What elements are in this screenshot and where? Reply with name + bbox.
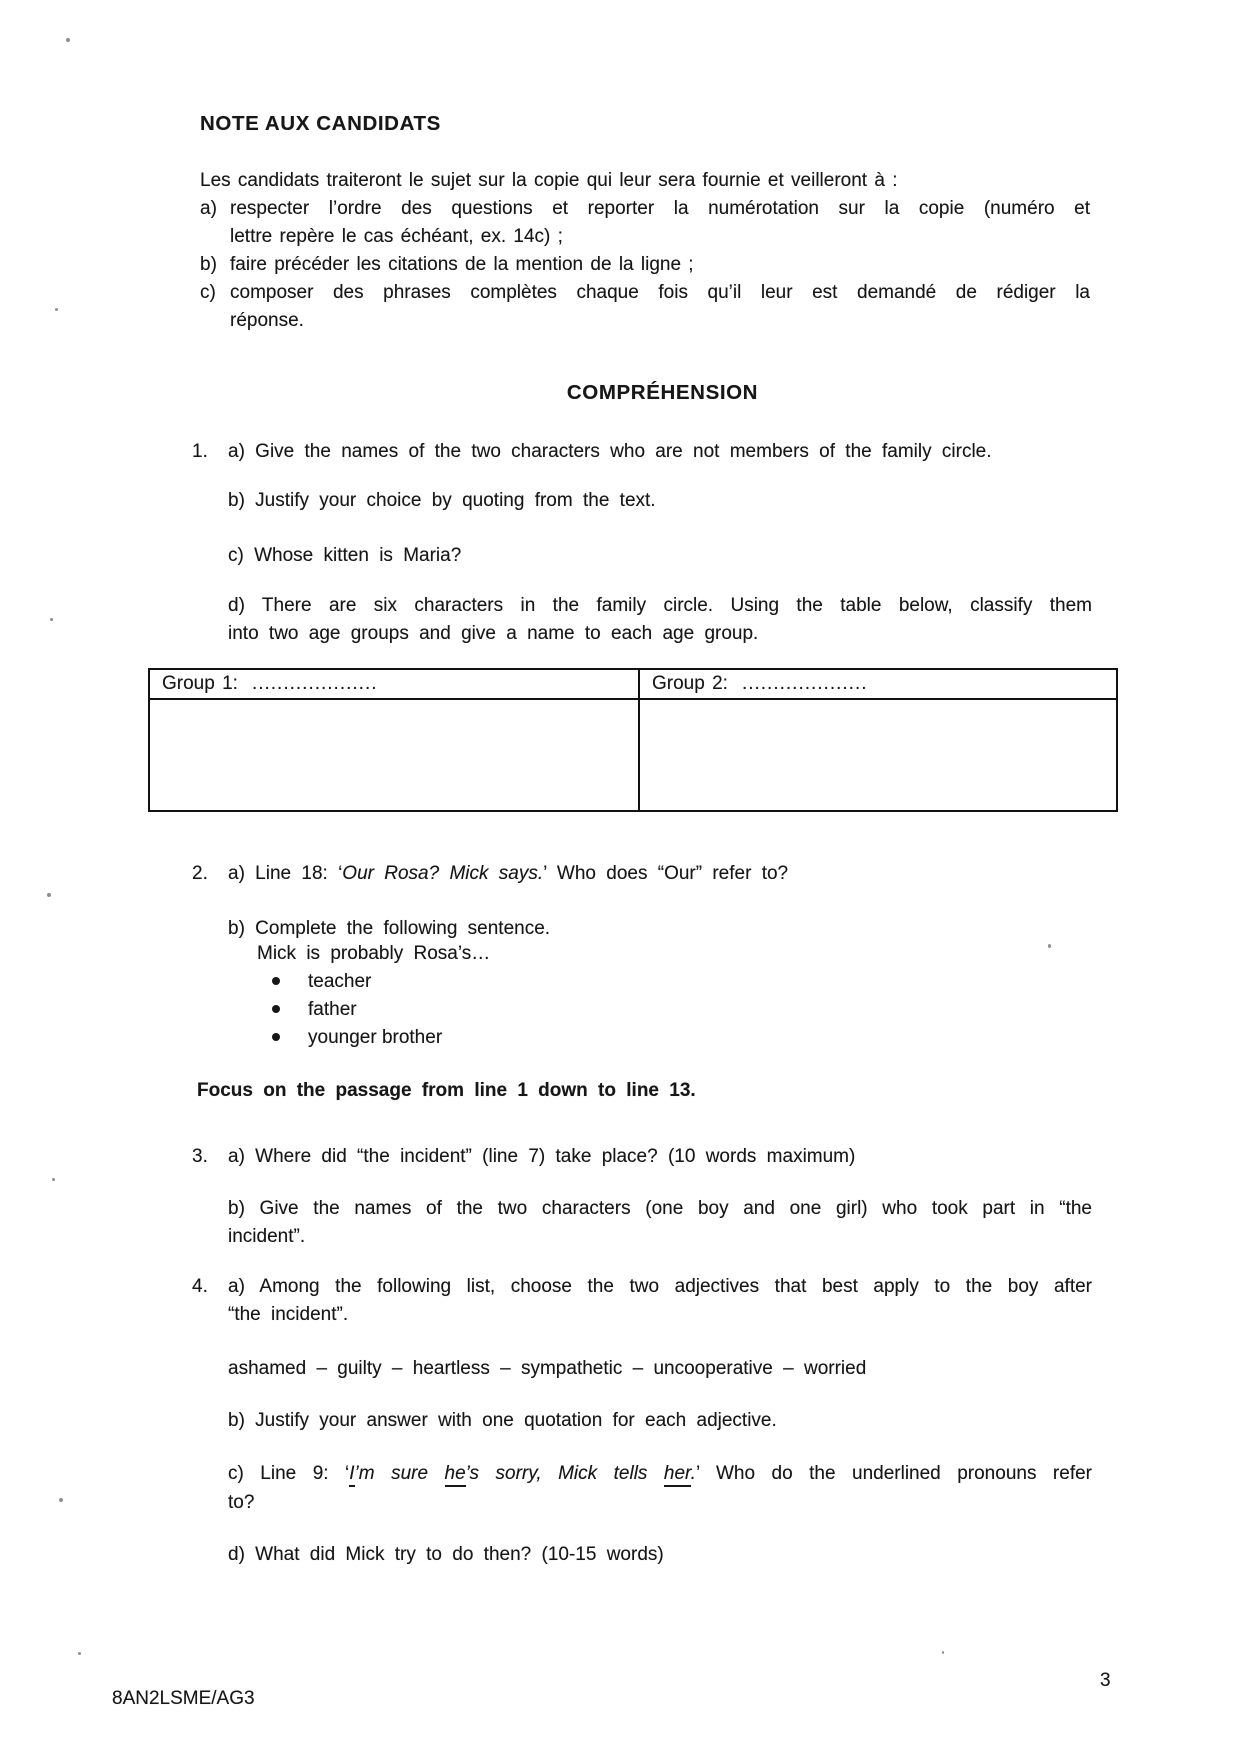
table-header-group1 (162, 673, 378, 695)
q4c-seg3: . (690, 1463, 696, 1484)
table-header-divider (150, 698, 1116, 700)
note-item-a-marker: a) (200, 198, 217, 219)
q2a-prefix: a) Line 18: ‘ (228, 863, 343, 884)
q3-number: 3. (192, 1146, 208, 1167)
q1b-text: b) Justify your choice by quoting from the text. (228, 490, 656, 511)
bullet-icon (272, 977, 280, 985)
q4c-seg2: ’s sorry, Mick tells (465, 1463, 664, 1484)
q4-number: 4. (192, 1276, 208, 1297)
age-group-table (148, 668, 1118, 812)
q3b-line1: b) Give the names of the two characters (one boy and one girl) who took part in “the (228, 1198, 1092, 1219)
q2a-suffix: ’ Who does “Our” refer to? (543, 863, 789, 884)
q1d-line2: into two age groups and give a name to each age group. (228, 623, 759, 644)
q2b-text: b) Complete the following sentence. (228, 918, 551, 939)
q4-adjective-list: ashamed – guilty – heartless – sympathetic – uncooperative – worried (228, 1358, 867, 1379)
focus-instruction: Focus on the passage from line 1 down to line 13. (197, 1080, 696, 1101)
q2a-quote: Our Rosa? Mick says. (342, 863, 544, 884)
note-item-b-line1: faire précéder les citations de la mention de la ligne ; (230, 254, 694, 275)
q4c-line1 (228, 1461, 1092, 1487)
q4c-underlined-her: her (664, 1463, 691, 1487)
note-title: NOTE AUX CANDIDATS (200, 112, 441, 135)
group2-label: Group 2: (652, 673, 728, 694)
q4c-underlined-I: I (349, 1463, 354, 1487)
scan-speck (59, 1498, 63, 1502)
q1a-text: a) Give the names of the two characters who are not members of the family circle. (228, 441, 992, 462)
table-column-divider (638, 670, 640, 810)
scan-speck (55, 308, 58, 311)
q1-number: 1. (192, 441, 208, 462)
scan-speck (50, 618, 53, 621)
note-intro: Les candidats traiteront le sujet sur la copie qui leur sera fournie et veilleront à : (200, 170, 898, 191)
group2-dotted-line: .................... (741, 673, 868, 694)
scan-speck (1048, 944, 1051, 948)
q4c-prefix: c) Line 9: ‘ (228, 1463, 350, 1484)
page-number: 3 (1100, 1670, 1111, 1691)
scan-speck (52, 1178, 55, 1181)
note-item-a-line2: lettre repère le cas échéant, ex. 14c) ; (230, 226, 563, 247)
q4a-line2: “the incident”. (228, 1304, 349, 1325)
group1-label: Group 1: (162, 673, 238, 694)
group1-dotted-line: .................... (251, 673, 378, 694)
bullet-icon (272, 1033, 280, 1041)
q4c-line2: to? (228, 1492, 255, 1513)
q1d-line1: d) There are six characters in the family circle. Using the table below, classify them (228, 595, 1092, 616)
q2-option-father: father (308, 999, 357, 1020)
comprehension-title: COMPRÉHENSION (566, 381, 759, 404)
note-item-c-line1: composer des phrases complètes chaque fois qu’il leur est demandé de rédiger la (230, 282, 1090, 303)
q2-number: 2. (192, 863, 208, 884)
q2-option-younger-brother: younger brother (308, 1027, 443, 1048)
note-item-c-marker: c) (200, 282, 216, 303)
scan-speck (942, 1651, 944, 1654)
bullet-icon (272, 1005, 280, 1013)
q4c-underlined-he: he (445, 1463, 466, 1487)
footer-document-code: 8AN2LSME/AG3 (112, 1688, 255, 1709)
q2-option-teacher: teacher (308, 971, 372, 992)
note-item-a-line1: respecter l’ordre des questions et reporter la numérotation sur la copie (numéro et (230, 198, 1090, 219)
q3a-text: a) Where did “the incident” (line 7) take place? (10 words maximum) (228, 1146, 856, 1167)
scan-speck (47, 893, 51, 897)
q4b-text: b) Justify your answer with one quotation for each adjective. (228, 1410, 777, 1431)
q4d-text: d) What did Mick try to do then? (10-15 words) (228, 1544, 664, 1565)
note-item-c-line2: réponse. (230, 310, 304, 331)
q2a-text (228, 861, 1092, 887)
scan-speck (66, 38, 70, 42)
q3b-line2: incident”. (228, 1226, 306, 1247)
q1c-text: c) Whose kitten is Maria? (228, 545, 462, 566)
table-header-group2 (652, 673, 868, 695)
q4c-seg1: ’m sure (354, 1463, 445, 1484)
scan-speck (78, 1652, 81, 1655)
q4c-suffix: ’ Who do the underlined pronouns refer (695, 1463, 1093, 1484)
q2b-stem: Mick is probably Rosa’s… (257, 943, 491, 964)
q4a-line1: a) Among the following list, choose the two adjectives that best apply to the boy after (228, 1276, 1092, 1297)
note-item-b-marker: b) (200, 254, 217, 275)
